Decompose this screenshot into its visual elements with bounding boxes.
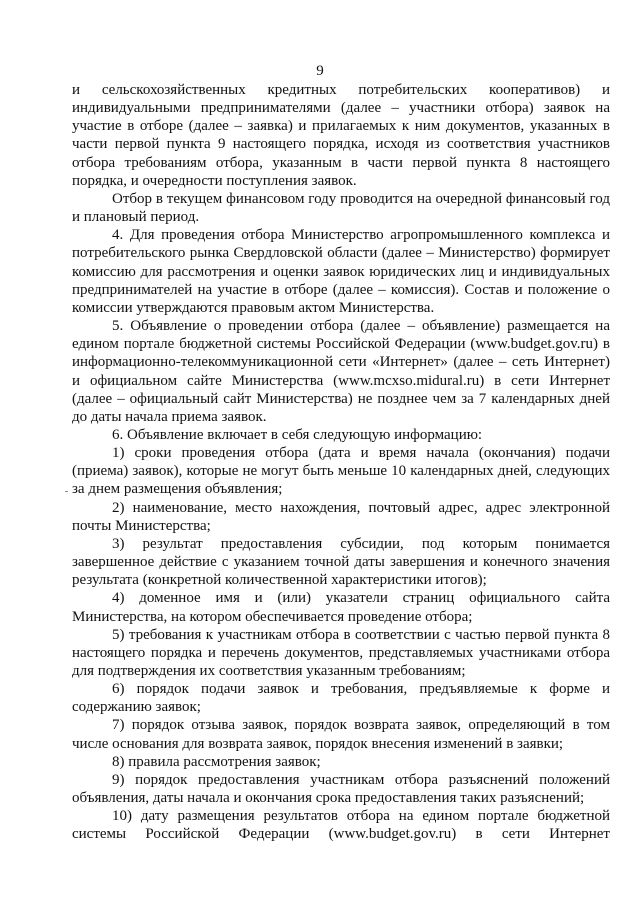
paragraph-continuation: и сельскохозяйственных кредитных потребительских кооперативов) и индивидуальными предпринимателями (далее – участники отбора) заявок на участие в отборе (далее – заявка) и прилагаемых к ним документов, указанных в части первой пункта 9 настоящего порядка, исходя из соответствия участников отбора требованиям отбора, указанным в части первой пункта 8 настоящего порядка, и очередности поступления заявок.: [72, 82, 610, 189]
list-item-9: 9) порядок предоставления участникам отбора разъяснений положений объявления, даты начала и окончания срока предоставления таких разъяснений;: [72, 771, 610, 807]
list-item-5: 5) требования к участникам отбора в соответствии с частью первой пункта 8 настоящего порядка и перечень документов, представляемых участниками отбора для подтверждения их соответствия указанным требованиям;: [72, 626, 610, 679]
list-item-6: 6) порядок подачи заявок и требования, предъявляемые к форме и содержанию заявок;: [72, 681, 610, 716]
page-number: 9: [316, 63, 324, 79]
paragraph-4-commission: 4. Для проведения отбора Министерство агропромышленного комплекса и потребительского рынка Свердловской области (далее – Министерство) формирует комиссию для рассмотрения и оценки заявок юридических лиц и индивидуальных предпринимателей на участие в отборе (далее – комиссия). Состав и положение о комиссии утверждаются правовым актом Министерства.: [72, 227, 610, 316]
list-item-8: 8) правила рассмотрения заявок;: [112, 753, 321, 770]
list-item-7: 7) порядок отзыва заявок, порядок возврата заявок, определяющий в том числе основания для возврата заявок, порядок внесения изменений в заявки;: [72, 717, 610, 752]
list-item-2: 2) наименование, место нахождения, почтовый адрес, адрес электронной почты Министерства;: [72, 499, 610, 534]
list-item-1: 1) сроки проведения отбора (дата и время начала (окончания) подачи (приема) заявок), которые не могут быть меньше 10 календарных дней, следующих за днем размещения объявления;: [72, 445, 610, 498]
list-item-4: 4) доменное имя и (или) указатели страниц официального сайта Министерства, на котором обеспечивается проведение отбора;: [72, 590, 610, 625]
paragraph-selection-period: Отбор в текущем финансовом году проводится на очередной финансовый год и плановый период.: [72, 190, 610, 226]
scan-mark: [65, 491, 68, 492]
paragraph-5-announcement: 5. Объявление о проведении отбора (далее – объявление) размещается на едином портале бюджетной системы Российской Федерации (www.budget.gov.ru) в информационно-телекоммуникационной сети «Интернет» (далее – сеть Интернет) и официальном сайте Министерства (www.mcxso.midural.ru) в сети Интернет (далее – официальный сайт Министерства) не позднее чем за 7 календарных дней до даты начала приема заявок.: [72, 318, 610, 425]
paragraph-6-heading: 6. Объявление включает в себя следующую информацию:: [112, 426, 483, 443]
list-item-3: 3) результат предоставления субсидии, под которым понимается завершенное действие с указанием точной даты завершения и конечного значения результата (конкретной количественной характеристики итогов);: [72, 535, 610, 589]
document-body: [72, 81, 610, 844]
list-item-10: 10) дату размещения результатов отбора на едином портале бюджетной системы Российской Федерации (www.budget.gov.ru) в сети Интернет: [72, 808, 610, 843]
